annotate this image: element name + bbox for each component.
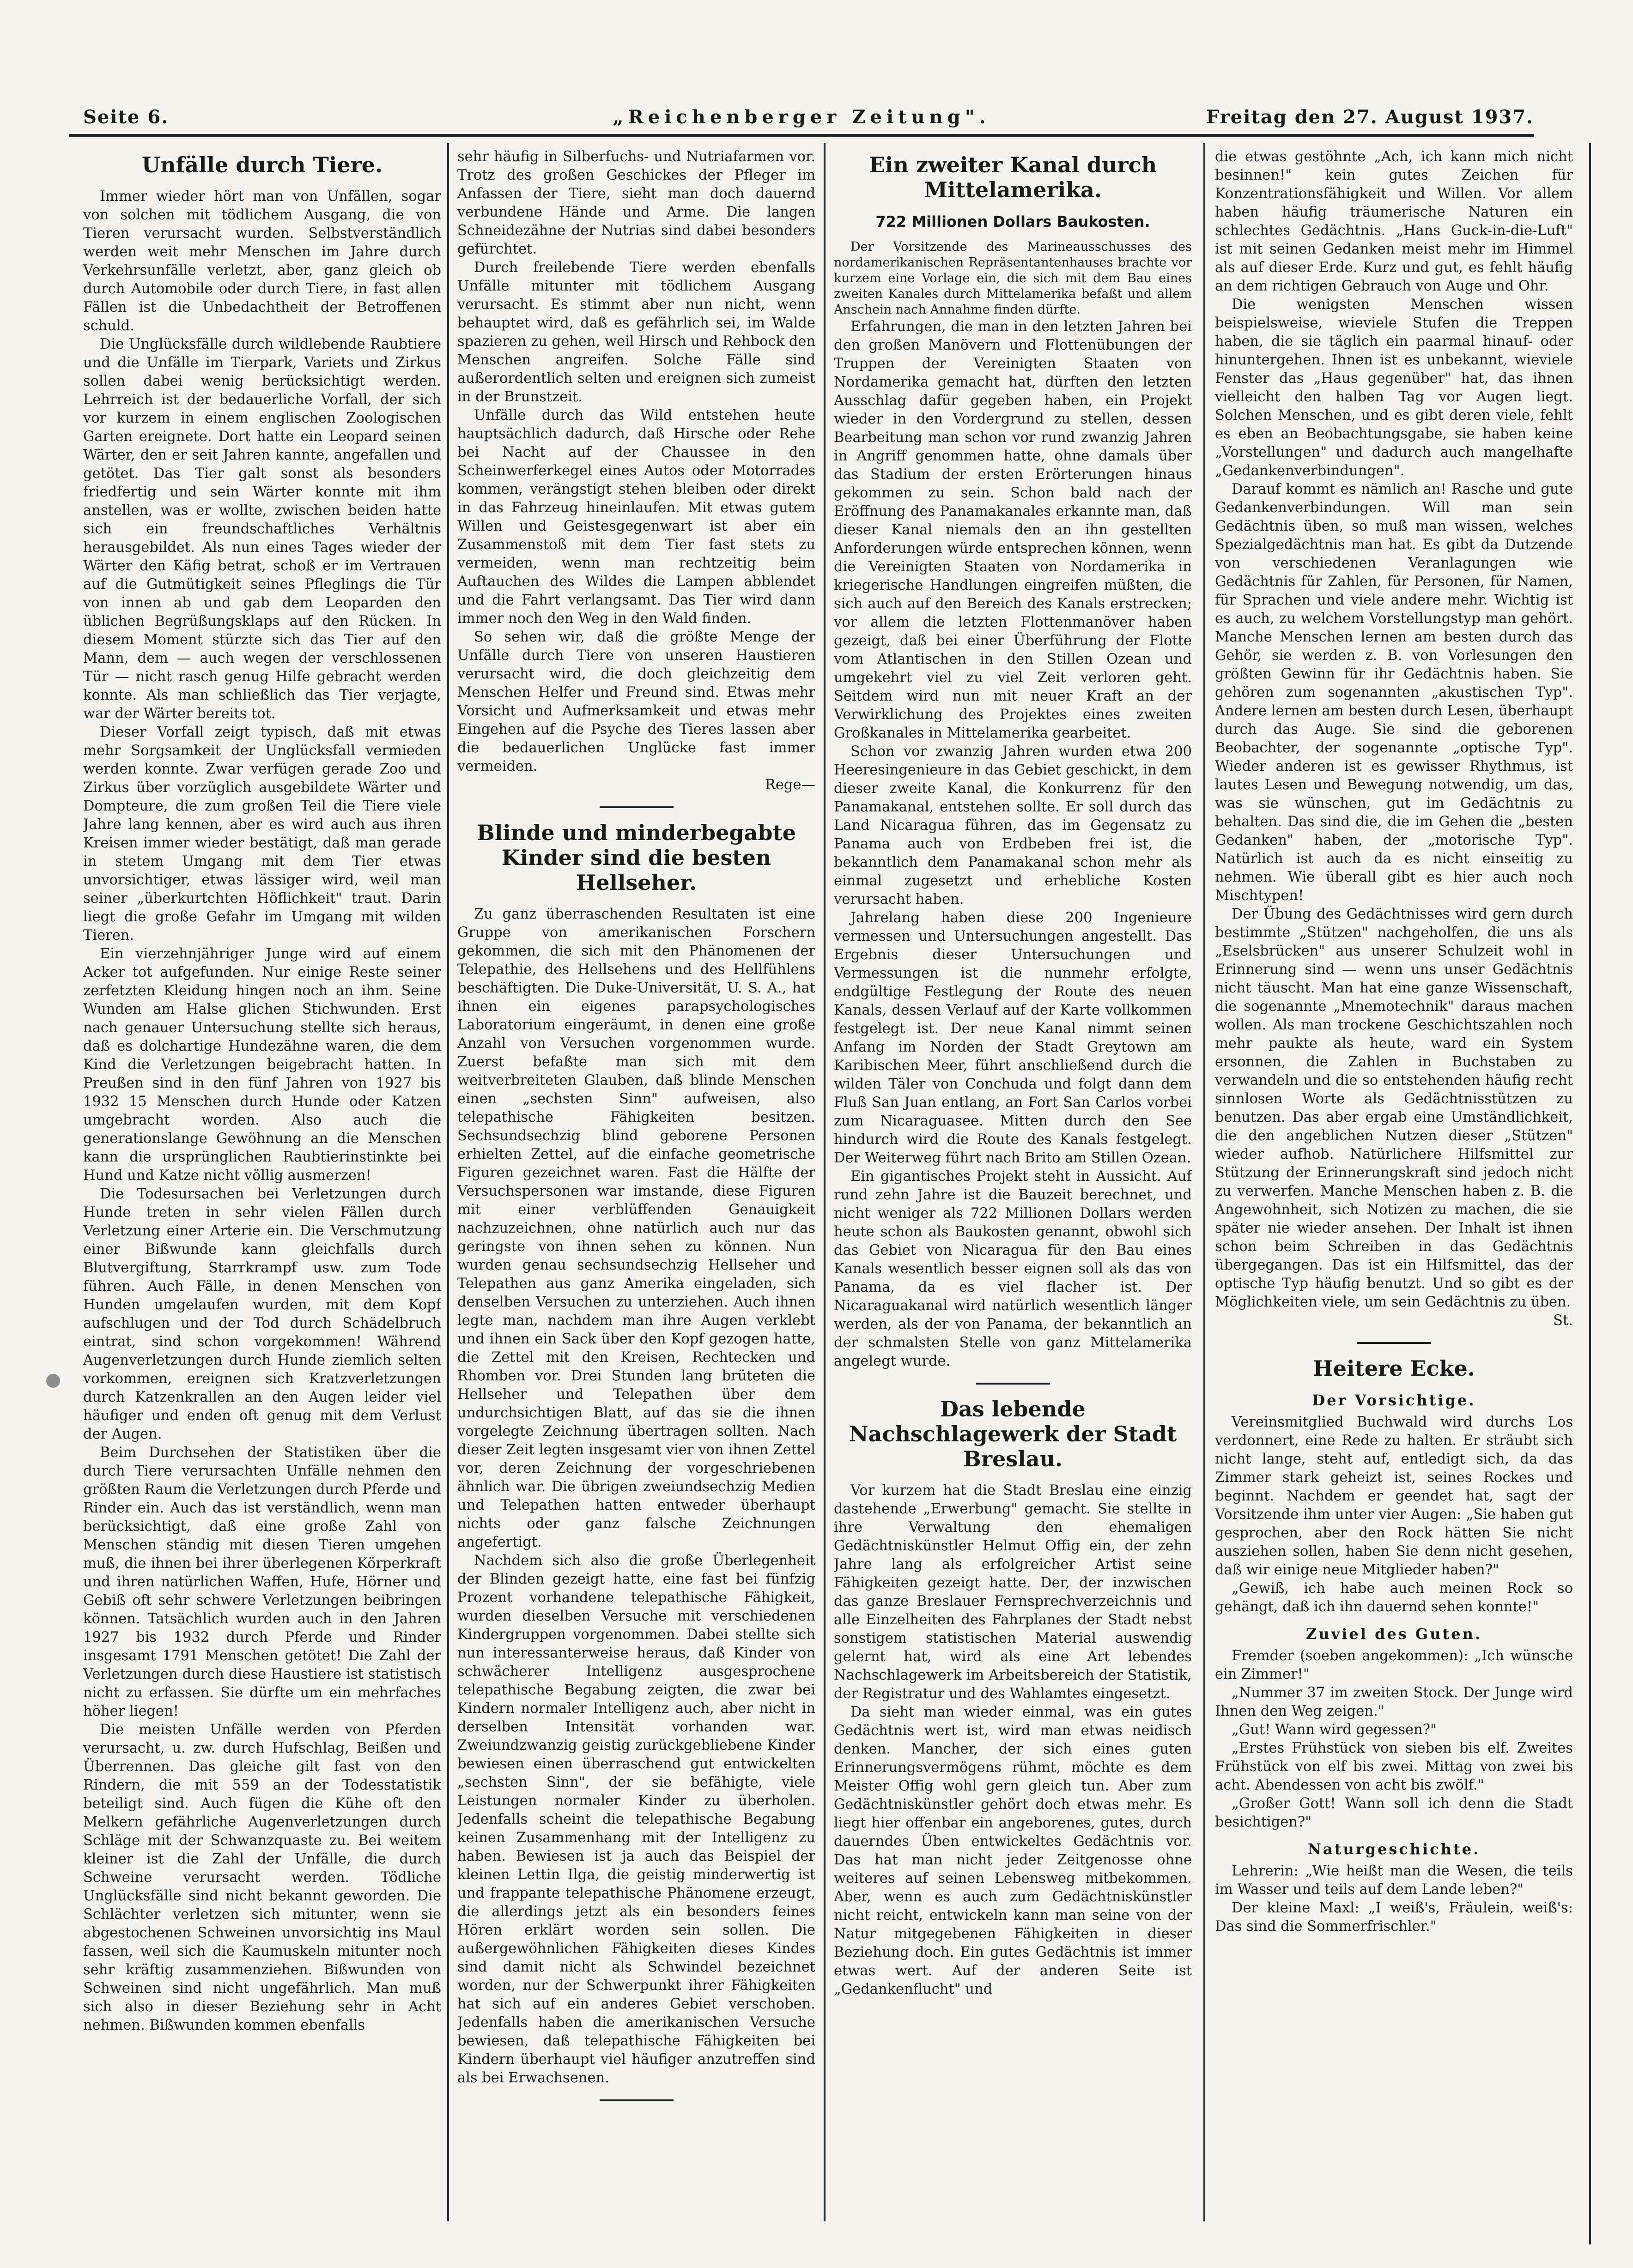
paragraph: Die meisten Unfälle werden von Pferden verursacht, u. zw. durch Hufschlag, Beißen und Überrennen. Das gleiche gilt fast von den Rindern, die mit 559 an der Todesstatistik beteiligt sind. Auch fügen die Kühe oft den Melkern gefährliche Augenverletzungen durch Schläge mit der Schwanzquaste zu. Bei weitem kleiner ist die Zahl der Unfälle, die durch Schweine verursacht werden. Tödliche Unglücksfälle sind nicht bekannt geworden. Die Schlächter verletzen sich mitunter, wenn sie abgestochenen Schweinen unvorsichtig ins Maul fassen, weil sich die Kaumuskeln mitunter noch sehr kräftig zusammenziehen. Bißwunden von Schweinen sind nicht ungefährlich. Man muß sich also in dieser Beziehung sehr in Acht nehmen. Bißwunden kommen ebenfalls [83,1722,441,2033]
column-divider [447,143,449,2221]
article-title: Blinde und minderbegabte Kinder sind die besten Hellseher. [476,820,796,895]
author-signature: St. [1553,1312,1573,1329]
section-title: Heitere Ecke. [1313,1356,1475,1381]
joke-heading: Naturgeschichte. [1307,1840,1481,1858]
binding-hole [46,1374,60,1388]
paragraph: Ein vierzehnjähriger Junge wird auf einem Acker tot aufgefunden. Nur einige Reste seiner zerfetzten Kleidung hingen noch an ihm. Seine Wunden am Halse glichen Stichwunden. Erst nach genauer Untersuchung stellte sich heraus, daß es dolchartige Hundezähne waren, die dem Kind die Verletzungen beigebracht hatten. In Preußen sind in den fünf Jahren von 1927 bis 1932 15 Menschen durch Hunde oder Katzen umgebracht worden. Also auch die generationslange Gewöhnung an die Menschen kann die ursprünglichen Raubtierinstinkte bei Hund und Katze nicht völlig ausmerzen! [83,946,441,1184]
paragraph: sehr häufig in Silberfuchs- und Nutriafarmen vor. Trotz des großen Geschickes der Pfleger im Anfassen der Tiere, sieht man doch dauernd verbundene Hände und Arme. Die langen Schneidezähne der Nutrias sind dabei besonders gefürchtet. [457,149,815,257]
paragraph: Schon vor zwanzig Jahren wurden etwa 200 Heeresingenieure in das Gebiet geschickt, in dem dieser zweite Kanal, die Konkurrenz für den Panamakanal, entstehen sollte. Er soll durch das Land Nicaragua führen, das im Gegensatz zu Panama auch von Erdbeben frei ist, die bekanntlich dem Panamakanal schon mehr als einmal zugesetzt und erhebliche Kosten verursacht haben. [834,744,1192,907]
paragraph: Durch freilebende Tiere werden ebenfalls Unfälle mitunter mit tödlichem Ausgang verursacht. Es stimmt aber nun nicht, wenn behauptet wird, daß es gefährlich sei, im Walde spazieren zu gehen, weil Hirsch und Rehbock den Menschen angreifen. Solche Fälle sind außerordentlich selten und ereignen sich zumeist in der Brunstzeit. [457,260,815,405]
paragraph: die etwas gestöhnte „Ach, ich kann mich nicht besinnen!" kein gutes Zeichen für Konzentrationsfähigkeit und Willen. Vor allem haben häufig träumerische Naturen ein schlechtes Gedächtnis. „Hans Guck-in-die-Luft" ist mit seinen Gedanken meist mehr im Himmel als auf dieser Erde. Kurz und gut, es fehlt häufig an dem richtigen Gebrauch von Auge und Ohr. [1215,149,1573,294]
paragraph: „Großer Gott! Wann soll ich denn die Stadt besichtigen?" [1215,1796,1573,1830]
joke-heading: Zuviel des Guten. [1305,1625,1482,1643]
paragraph: Die wenigsten Menschen wissen beispielsweise, wieviele Stufen die Treppen haben, die sie täglich ein paarmal hinauf- oder hinuntergehen. Ihnen ist es unbekannt, wieviele Fenster das „Haus gegenüber" hat, das ihnen vielleicht den halben Tag vor Augen liegt. Solchen Menschen, und es gibt deren viele, fehlt es eben an Beobachtungsgabe, sie haben keine „Vorstellungen" und dadurch auch mangelhafte „Gedankenverbindungen". [1215,296,1573,479]
paragraph: Da sieht man wieder einmal, was ein gutes Gedächtnis wert ist, wird man etwas neidisch denken. Mancher, der sich eines guten Erinnerungsvermögens rühmt, möchte es dem Meister Offig wohl gern gleich tun. Aber zum Gedächtniskünstler gehört doch etwas mehr. Es liegt hier offenbar ein angeborenes, gutes, durch dauerndes Üben entwickeltes Gedächtnis vor. Das hat man nicht jeder Zeitgenosse ohne weiteres auf seinen Lebensweg mitbekommen. Aber, wenn es auch zum Gedächtniskünstler nicht reicht, entwickeln kann man seine von der Natur mitgegebenen Fähigkeiten in dieser Beziehung doch. Ein gutes Gedächtnis ist immer etwas wert. Auf der anderen Seite ist „Gedankenflucht" und [834,1704,1192,1997]
paragraph: Vor kurzem hat die Stadt Breslau eine einzig dastehende „Erwerbung" gemacht. Sie stellte in ihre Verwaltung den ehemaligen Gedächtniskünstler Helmut Offig ein, der zehn Jahre lang als erfolgreicher Artist seine Fähigkeiten gezeigt hatte. Der, der inzwischen das ganze Breslauer Fernsprechverzeichnis und alle Einzelheiten des Fahrplanes der Stadt nebst sonstigem statistischen Material auswendig gelernt hat, wird als eine Art lebendes Nachschlagewerk im Arbeitsbereich der Statistik, der Registratur und des Wahlamtes eingesetzt. [834,1482,1192,1702]
paragraph: Die Todesursachen bei Verletzungen durch Hunde treten in sehr vielen Fällen durch Verletzung einer Arterie ein. Die Verschmutzung einer Bißwunde kann gleichfalls durch Blutvergiftung, Starrkrampf usw. zum Tode führen. Auch Fälle, in denen Menschen von Hunden umgelaufen wurden, mit dem Kopf aufschlugen und der Tod durch Schädelbruch eintrat, sind schon vorgekommen! Während Augenverletzungen durch Hunde ziemlich selten vorkommen, ereignen sich Kratzverletzungen durch Katzenkrallen an den Augen leider viel häufiger und enden oft genug mit dem Verlust der Augen. [83,1186,441,1442]
paragraph: Nachdem sich also die große Überlegenheit der Blinden gezeigt hatte, eine fast bei fünfzig Prozent vorhandene telepathische Fähigkeit, wurden dieselben Versuche mit verschiedenen Kindergruppen vorgenommen. Dabei stellte sich nun interessanterweise heraus, daß Kinder von schwächerer Intelligenz ausgesprochene telepathische Begabung zeigten, die zwar bei Kindern normaler Intelligenz auch, aber nicht in derselben Intensität vorhanden war. Zweiundzwanzig geistig zurückgebliebene Kinder bewiesen einen überraschend gut entwickelten „sechsten Sinn", der sie befähigte, viele Leistungen normaler Kinder zu überholen. Jedenfalls scheint die telepathische Begabung keinen Zusammenhang mit der Intelligenz zu haben. Bewiesen ist ja auch das Beispiel der kleinen Lettin Ilga, die geistig minderwertig ist und frappante telepathische Phänomene erzeugt, die allerdings jetzt als ein besonders feines Hören erklärt worden sein sollen. Die außergewöhnlichen Fähigkeiten dieses Kindes sind damit nicht als Schwindel bezeichnet worden, nur der Schwerpunkt ihrer Fähigkeiten hat sich auf ein anderes Gebiet verschoben. Jedenfalls haben die amerikanischen Versuche bewiesen, daß telepathische Fähigkeiten bei Kindern überhaupt viel häufiger anzutreffen sind als bei Erwachsenen. [457,1553,815,2086]
author-signature: Rege— [765,777,815,793]
newspaper-name: „Reichenberger Zeitung". [613,106,990,128]
column-3 [834,148,1192,2203]
newspaper-page [69,92,1573,2235]
article-title: Das lebende Nachschlagewerk der Stadt Breslau. [849,1397,1177,1471]
paragraph: Ein gigantisches Projekt steht in Aussicht. Auf rund zehn Jahre ist die Bauzeit berechnet, und nicht weniger als 722 Millionen Dollars werden heute schon als Baukosten genannt, obwohl sich das Gebiet von Nicaragua für den Bau eines Kanals wesentlich besser eignen soll als das von Panama, da es viel flacher ist. Der Nicaraguakanal wird natürlich wesentlich länger werden, als der von Panama, der bekanntlich an der schmalsten Stelle von ganz Mittelamerika angelegt wurde. [834,1168,1192,1369]
paragraph: Dieser Vorfall zeigt typisch, daß mit etwas mehr Sorgsamkeit der Unglücksfall vermieden werden konnte. Zwar verfügen gerade Zoo und Zirkus über vorzüglich ausgebildete Wärter und Dompteure, die zum großen Teil die Tiere viele Jahre lang kennen, aber es wird auch aus ihren Kreisen immer wieder bestätigt, daß man gerade in stetem Umgang mit dem Tier etwas unvorsichtiger, etwas lässiger wird, weil man seiner „überkurtchten Höflichkeit" traut. Darin liegt die große Gefahr im Umgang mit wilden Tieren. [83,724,441,943]
separator [1357,1342,1431,1344]
paragraph: So sehen wir, daß die größte Menge der Unfälle durch Tiere von unseren Haustieren verursacht wird, die doch gleichzeitig dem Menschen Helfer und Freund sind. Etwas mehr Vorsicht und Aufmerksamkeit und etwas mehr Eingehen auf die Psyche des Tieres lassen aber die bedauerlichen Unglücke fast immer vermeiden. [457,629,815,774]
joke-heading: Der Vorsichtige. [1312,1391,1476,1409]
paragraph: Darauf kommt es nämlich an! Rasche und gute Gedankenverbindungen. Will man sein Gedächtnis üben, so muß man wissen, welches Spezialgedächtnis man hat. Es gibt da Dutzende von verschiedenen Veranlagungen wie Gedächtnis für Zahlen, für Personen, für Namen, für Sprachen und viele andere mehr. Wichtig ist es auch, zu welchem Vorstellungstyp man gehört. Manche Menschen lernen am besten durch das Gehör, sie werden z. B. von Vorlesungen den größten Gewinn für ihr Gedächtnis haben. Sie gehören zum sogenannten „akustischen Typ". Andere lernen am besten durch Lesen, überhaupt durch das Auge. Sie sind die geborenen Beobachter, der sogenannte „optische Typ". Wieder anderen ist es gewisser Rhythmus, ist lautes Lesen und Bewegung notwendig, um das, was sie wünschen, gut im Gedächtnis zu behalten. Das sind die, die im Gehen die „besten Gedanken" haben, der „motorische Typ". Natürlich ist auch da es nicht einseitig zu nehmen. Wie überall gibt es hier auch noch Mischtypen! [1215,481,1573,904]
paragraph: „Gut! Wann wird gegessen?" [1232,1722,1437,1738]
column-divider [1203,143,1205,2221]
paragraph: Vereinsmitglied Buchwald wird durchs Los verdonnert, eine Rede zu halten. Er sträubt sich nicht lange, steht auf, entledigt sich, da das Zimmer stark geheizt ist, seines Rockes und beginnt. Nachdem er geendet hat, sagt der Vorsitzende ihm unter vier Augen: „Sie haben gut gesprochen, aber den Rock hätten Sie nicht ausziehen sollen, haben Sie denn nicht gesehen, daß wir einige neue Mitglieder haben?" [1215,1414,1573,1578]
article-subtitle: 722 Millionen Dollars Baukosten. [875,213,1150,230]
separator [600,2099,674,2101]
paragraph: Unfälle durch das Wild entstehen heute hauptsächlich dadurch, daß Hirsche oder Rehe bei Nacht auf der Chaussee in den Scheinwerferkegel eines Autos oder Motorrades kommen, verängstigt stehen bleiben oder direkt in das Fahrzeug hineinlaufen. Mit etwas gutem Willen und Geistesgegenwart ist aber ein Zusammenstoß mit dem Tier fast stets zu vermeiden, wenn man rechtzeitig beim Auftauchen des Wildes die Lampen abblendet und die Fahrt verlangsamt. Das Tier wird dann immer noch den Weg in den Wald finden. [457,407,815,627]
column-4 [1215,148,1573,2203]
paragraph: „Nummer 37 im zweiten Stock. Der Junge wird Ihnen den Weg zeigen." [1215,1685,1573,1719]
paragraph: Fremder (soeben angekommen): „Ich wünsche ein Zimmer!" [1215,1648,1573,1682]
paragraph: Immer wieder hört man von Unfällen, sogar von solchen mit tödlichem Ausgang, die von Tieren verursacht wurden. Selbstverständlich werden weit mehr Menschen im Jahre durch Verkehrsunfälle verletzt, aber, ganz gleich ob durch Automobile oder durch Tiere, in fast allen Fällen ist die Unbedachtheit der Betroffenen schuld. [83,188,441,334]
paragraph: Lehrerin: „Wie heißt man die Wesen, die teils im Wasser und teils auf dem Lande leben?" [1215,1863,1573,1898]
separator [976,1383,1050,1385]
separator [600,806,674,808]
column-2 [457,148,815,2203]
column-divider [1589,143,1591,2244]
paragraph: Die Unglücksfälle durch wildlebende Raubtiere und die Unfälle im Tierpark, Variets und Zirkus sollen dabei wenig berücksichtigt werden. Lehrreich ist der bedauerliche Vorfall, der sich vor kurzem in einem englischen Zoologischen Garten ereignete. Dort hatte ein Leopard seinen Wärter, den er seit Jahren kannte, angefallen und getötet. Das Tier galt sonst als besonders friedfertig und sein Wärter konnte mit ihm anstellen, was er wollte, zwischen beiden hatte sich ein freundschaftliches Verhältnis herausgebildet. Als nun eines Tages wieder der Wärter den Käfig betrat, schoß er im Vertrauen auf die Gutmütigkeit seines Pfleglings die Tür von innen ab und gab dem Leoparden den üblichen Begrüßungsklaps auf den Rücken. In diesem Moment stürzte sich das Tier auf den Mann, dem — auch wegen der verschlossenen Tür — nicht rasch genug Hilfe gebracht werden konnte. Als man schließlich das Tier verjagte, war der Wärter bereits tot. [83,336,441,722]
article-lead: Der Vorsitzende des Marineausschusses des nordamerikanischen Repräsentantenhauses brachte vor kurzem eine Vorlage ein, die sich mit dem Bau eines zweiten Kanales durch Mittelamerika befaßt und allem Anschein nach Annahme finden dürfte. [834,240,1192,317]
article-title: Ein zweiter Kanal durch Mittelamerika. [868,152,1157,202]
issue-date: Freitag den 27. August 1937. [1206,106,1534,128]
column-1 [83,148,441,2203]
paragraph: Jahrelang haben diese 200 Ingenieure vermessen und Untersuchungen angestellt. Das Ergebnis dieser Untersuchungen und Vermessungen ist die nunmehr erfolgte, endgültige Festlegung der Route des neuen Kanals, dessen Verlauf auf der Karte vollkommen festgelegt ist. Der neue Kanal nimmt seinen Anfang im Norden der Stadt Greytown am Karibischen Meer, führt anschließend durch die wilden Täler von Conchuda und folgt dann dem Fluß San Juan entlang, an Fort San Carlos vorbei zum Nicaraguasee. Mitten durch den See hindurch wird die Route des Kanals festgelegt. Der Weiterweg führt nach Brito am Stillen Ozean. [834,910,1192,1166]
paragraph: Beim Durchsehen der Statistiken über die durch Tiere verursachten Unfälle nehmen den größten Raum die Verletzungen durch Pferde und Rinder ein. Auch das ist verständlich, wenn man berücksichtigt, daß eine große Zahl von Menschen ständig mit diesen Tieren umgehen muß, die ihnen bei ihrer überlegenen Körperkraft und ihren natürlichen Waffen, Hufe, Hörner und Gebiß oft sehr schwere Verletzungen beibringen können. Tatsächlich wurden auch in den Jahren 1927 bis 1932 durch Pferde und Rinder insgesamt 1791 Menschen getötet! Die Zahl der Verletzungen durch diese Haustiere ist statistisch nicht zu erfassen. Sie dürfte um ein mehrfaches höher liegen! [83,1445,441,1719]
paragraph: Zu ganz überraschenden Resultaten ist eine Gruppe von amerikanischen Forschern gekommen, die sich mit den Phänomenen der Telepathie, des Hellsehens und des Hellfühlens beschäftigten. Die Duke-Universität, U. S. A., hat ihnen ein eigenes parapsychologisches Laboratorium eingeräumt, in denen eine große Anzahl von Versuchen vorgenommen wurde. Zuerst befaßte man sich mit dem weitverbreiteten Glauben, daß blinde Menschen einen „sechsten Sinn" aufweisen, also telepathische Fähigkeiten besitzen. Sechsundsechzig blind geborene Personen erhielten Zettel, auf die einfache geometrische Figuren gezeichnet waren. Fast die Hälfte der Versuchspersonen war imstande, diese Figuren mit einer verblüffenden Genauigkeit nachzuzeichnen, ohne natürlich auch nur das geringste von ihnen sehen zu können. Nun wurden genau sechsundsechzig Hellseher und Telepathen aus ganz Amerika eingeladen, sich denselben Versuchen zu unterziehen. Auch ihnen legte man, nachdem man ihre Augen verklebt und ihnen ein Sack über den Kopf gezogen hatte, die Zettel mit den Kreisen, Rechtecken und Rhomben vor. Drei Stunden lang brüteten die Hellseher und Telepathen über dem undurchsichtigen Blatt, auf das sie die ihnen vorgelegte Zeichnung übertragen sollten. Nach dieser Zeit legten insgesamt vier von ihnen Zettel vor, deren Zeichnung der vorgeschriebenen ähnlich war. Die übrigen zweiundsechzig Medien und Telepathen hatten entweder überhaupt nichts oder ganz falsche Zeichnungen angefertigt. [457,906,815,1550]
paragraph: Erfahrungen, die man in den letzten Jahren bei den großen Manövern und Flottenübungen der Truppen der Vereinigten Staaten von Nordamerika gemacht hat, dürften den letzten Ausschlag dafür gegeben haben, ein Projekt wieder in den Vordergrund zu stellen, dessen Bearbeitung man schon vor rund zwanzig Jahren in Angriff genommen hatte, ohne damals über das Stadium der ersten Erörterungen hinaus gekommen zu sein. Schon bald nach der Eröffnung des Panamakanales erkannte man, daß dieser Kanal niemals den an ihn gestellten Anforderungen würde entsprechen können, wenn die Vereinigten Staaten von Nordamerika in kriegerische Handlungen eingreifen müßten, die sich auch auf den Bereich des Kanals erstrecken; vor allem die letzten Flottenmanöver haben gezeigt, daß bei einer Überführung der Flotte vom Atlantischen in den Stillen Ozean und umgekehrt viel zu viel Zeit verloren geht. Seitdem wird nun mit neuer Kraft an der Verwirklichung des Projektes eines zweiten Großkanales in Mittelamerika gearbeitet. [834,319,1192,741]
paragraph: Der Übung des Gedächtnisses wird gern durch bestimmte „Stützen" nachgeholfen, die uns als „Eselsbrücken" aus unserer Schulzeit wohl in Erinnerung sind — wenn uns unser Gedächtnis nicht täuscht. Man hat eine ganze Wissenschaft, die sogenannte „Mnemotechnik" daraus machen wollen. Als man trockene Geschichtszahlen noch mehr paukte als heute, ward ein System ersonnen, die Zahlen in Buchstaben zu verwandeln und die so entstehenden häufig recht sinnlosen Worte als Gedächtnisstützen zu benutzen. Das aber ergab eine Umständlichkeit, die den angeblichen Nutzen dieser „Stützen" wieder aufhob. Natürlichere Hilfsmittel zur Stützung der Erinnerungskraft sind jedoch nicht zu verwerfen. Manche Menschen haben z. B. die Angewohnheit, sich Notizen zu machen, die sie später nie wieder ansehen. Der Inhalt ist ihnen schon beim Schreiben in das Gedächtnis übergegangen. Das ist ein Hilfsmittel, das der optische Typ häufig benutzt. Und so gibt es der Möglichkeiten viele, um sein Gedächtnis zu üben. [1215,906,1573,1310]
paragraph: „Gewiß, ich habe auch meinen Rock so gehängt, daß ich ihn dauernd sehen konnte!" [1215,1580,1573,1615]
paragraph: „Erstes Frühstück von sieben bis elf. Zweites Frühstück von elf bis zwei. Mittag von zwei bis acht. Abendessen von acht bis zwölf." [1215,1740,1573,1793]
page-number: Seite 6. [83,106,169,128]
header-rule [69,134,1534,137]
column-divider [824,143,826,2221]
paragraph: Der kleine Maxl: „I weiß's, Fräulein, weiß's: Das sind die Sommerfrischler." [1215,1900,1573,1935]
article-title: Unfälle durch Tiere. [141,152,383,177]
